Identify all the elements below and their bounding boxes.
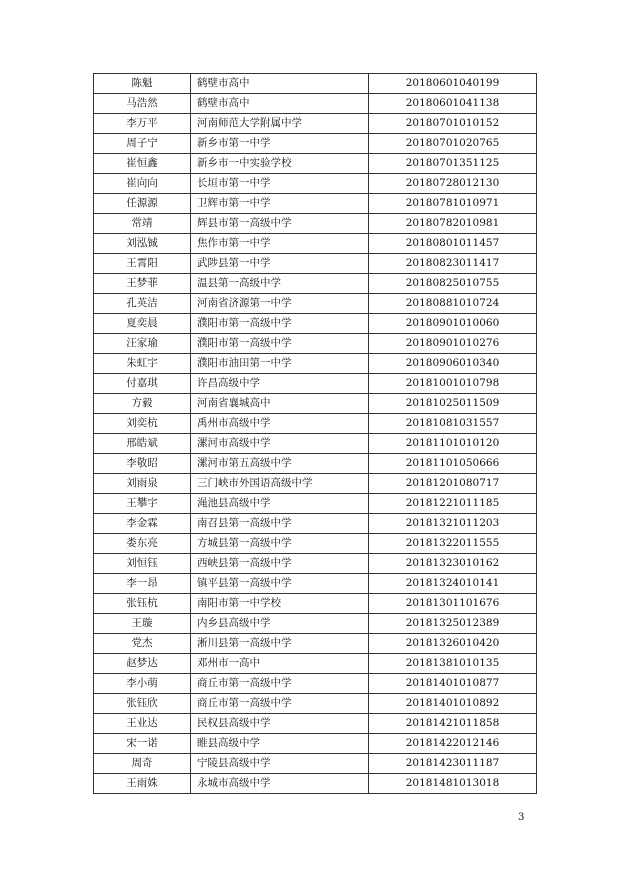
table-row — [94, 734, 537, 754]
table-row — [94, 654, 537, 674]
school-name-cell: 渑池县高级中学 — [191, 494, 369, 514]
student-name-cell: 汪家瑜 — [94, 334, 191, 354]
school-name-cell: 永城市高级中学 — [191, 774, 369, 794]
student-id-cell: 20181101010120 — [369, 434, 537, 454]
table-row — [94, 394, 537, 414]
school-name-cell: 长垣市第一中学 — [191, 174, 369, 194]
student-name-cell: 李万平 — [94, 114, 191, 134]
student-name-cell: 方毅 — [94, 394, 191, 414]
student-name-cell: 李金霖 — [94, 514, 191, 534]
student-id-cell: 20180781010971 — [369, 194, 537, 214]
student-name-cell: 张钰欣 — [94, 694, 191, 714]
student-name-cell: 刘恒钰 — [94, 554, 191, 574]
student-id-cell: 20180701010152 — [369, 114, 537, 134]
student-name-cell: 周奇 — [94, 754, 191, 774]
student-id-cell: 20181201080717 — [369, 474, 537, 494]
school-name-cell: 鹤壁市高中 — [191, 74, 369, 94]
student-id-cell: 20180825010755 — [369, 274, 537, 294]
table-row — [94, 194, 537, 214]
student-name-cell: 常靖 — [94, 214, 191, 234]
student-id-cell: 20180906010340 — [369, 354, 537, 374]
student-id-cell: 20181321011203 — [369, 514, 537, 534]
school-name-cell: 辉县市第一高级中学 — [191, 214, 369, 234]
table-row — [94, 114, 537, 134]
student-id-cell: 20180701351125 — [369, 154, 537, 174]
school-name-cell: 温县第一高级中学 — [191, 274, 369, 294]
student-id-cell: 20181421011858 — [369, 714, 537, 734]
table-row — [94, 534, 537, 554]
student-id-cell: 20181325012389 — [369, 614, 537, 634]
school-name-cell: 河南省济源第一中学 — [191, 294, 369, 314]
student-name-cell: 任源源 — [94, 194, 191, 214]
school-name-cell: 濮阳市第一高级中学 — [191, 334, 369, 354]
student-name-cell: 付嘉琪 — [94, 374, 191, 394]
school-name-cell: 邓州市一高中 — [191, 654, 369, 674]
student-id-cell: 20181401010877 — [369, 674, 537, 694]
student-name-cell: 陈魁 — [94, 74, 191, 94]
student-id-cell: 20181381010135 — [369, 654, 537, 674]
student-name-cell: 周子宁 — [94, 134, 191, 154]
student-id-cell: 20180901010276 — [369, 334, 537, 354]
school-name-cell: 淅川县第一高级中学 — [191, 634, 369, 654]
table-row — [94, 454, 537, 474]
school-name-cell: 内乡县高级中学 — [191, 614, 369, 634]
student-id-cell: 20181101050666 — [369, 454, 537, 474]
table-row — [94, 334, 537, 354]
table-row — [94, 294, 537, 314]
table-row — [94, 474, 537, 494]
school-name-cell: 漯河市第五高级中学 — [191, 454, 369, 474]
table-row — [94, 74, 537, 94]
table-row — [94, 94, 537, 114]
school-name-cell: 三门峡市外国语高级中学 — [191, 474, 369, 494]
student-id-cell: 20181025011509 — [369, 394, 537, 414]
student-name-cell: 李一昂 — [94, 574, 191, 594]
student-name-cell: 王业达 — [94, 714, 191, 734]
school-name-cell: 宁陵县高级中学 — [191, 754, 369, 774]
roster-body — [94, 74, 537, 794]
table-row — [94, 274, 537, 294]
table-row — [94, 314, 537, 334]
student-id-cell: 20180881010724 — [369, 294, 537, 314]
school-name-cell: 西峡县第一高级中学 — [191, 554, 369, 574]
student-id-cell: 20181221011185 — [369, 494, 537, 514]
student-id-cell: 20181481013018 — [369, 774, 537, 794]
school-name-cell: 漯河市高级中学 — [191, 434, 369, 454]
student-id-cell: 20181423011187 — [369, 754, 537, 774]
school-name-cell: 睢县高级中学 — [191, 734, 369, 754]
student-name-cell: 王雨姝 — [94, 774, 191, 794]
student-id-cell: 20180823011417 — [369, 254, 537, 274]
school-name-cell: 许昌高级中学 — [191, 374, 369, 394]
student-name-cell: 刘雨泉 — [94, 474, 191, 494]
student-name-cell: 邢皓斌 — [94, 434, 191, 454]
student-name-cell: 马浩然 — [94, 94, 191, 114]
student-name-cell: 崔向向 — [94, 174, 191, 194]
table-row — [94, 614, 537, 634]
student-id-cell: 20181301101676 — [369, 594, 537, 614]
table-row — [94, 234, 537, 254]
student-name-cell: 李小萌 — [94, 674, 191, 694]
table-row — [94, 634, 537, 654]
student-id-cell: 20181323010162 — [369, 554, 537, 574]
student-id-cell: 20180901010060 — [369, 314, 537, 334]
student-name-cell: 刘奕杭 — [94, 414, 191, 434]
page-number: 3 — [518, 812, 525, 823]
table-row — [94, 414, 537, 434]
school-name-cell: 南召县第一高级中学 — [191, 514, 369, 534]
table-row — [94, 354, 537, 374]
table-row — [94, 214, 537, 234]
student-name-cell: 王璇 — [94, 614, 191, 634]
table-row — [94, 674, 537, 694]
student-id-cell: 20181422012146 — [369, 734, 537, 754]
student-name-cell: 党杰 — [94, 634, 191, 654]
school-name-cell: 商丘市第一高级中学 — [191, 674, 369, 694]
table-row — [94, 714, 537, 734]
table-row — [94, 754, 537, 774]
student-id-cell: 20181326010420 — [369, 634, 537, 654]
table-row — [94, 154, 537, 174]
student-id-cell: 20180601040199 — [369, 74, 537, 94]
school-name-cell: 商丘市第一高级中学 — [191, 694, 369, 714]
table-row — [94, 594, 537, 614]
student-id-cell: 20180801011457 — [369, 234, 537, 254]
student-name-cell: 王梦菲 — [94, 274, 191, 294]
school-name-cell: 濮阳市第一高级中学 — [191, 314, 369, 334]
student-name-cell: 朱虹宇 — [94, 354, 191, 374]
school-name-cell: 镇平县第一高级中学 — [191, 574, 369, 594]
student-id-cell: 20180601041138 — [369, 94, 537, 114]
student-id-cell: 20181324010141 — [369, 574, 537, 594]
table-row — [94, 374, 537, 394]
school-name-cell: 濮阳市油田第一中学 — [191, 354, 369, 374]
table-row — [94, 554, 537, 574]
student-name-cell: 崔恒鑫 — [94, 154, 191, 174]
student-id-cell: 20181001010798 — [369, 374, 537, 394]
table-row — [94, 254, 537, 274]
school-name-cell: 方城县第一高级中学 — [191, 534, 369, 554]
table-row — [94, 434, 537, 454]
school-name-cell: 武陟县第一中学 — [191, 254, 369, 274]
table-row — [94, 574, 537, 594]
student-id-cell: 20181081031557 — [369, 414, 537, 434]
school-name-cell: 民权县高级中学 — [191, 714, 369, 734]
student-name-cell: 孔英洁 — [94, 294, 191, 314]
student-name-cell: 张钰杭 — [94, 594, 191, 614]
student-id-cell: 20181401010892 — [369, 694, 537, 714]
table-row — [94, 514, 537, 534]
school-name-cell: 卫辉市第一中学 — [191, 194, 369, 214]
student-name-cell: 王霄阳 — [94, 254, 191, 274]
school-name-cell: 新乡市第一中学 — [191, 134, 369, 154]
school-name-cell: 焦作市第一中学 — [191, 234, 369, 254]
table-row — [94, 494, 537, 514]
school-name-cell: 新乡市一中实验学校 — [191, 154, 369, 174]
school-name-cell: 鹤壁市高中 — [191, 94, 369, 114]
table-row — [94, 694, 537, 714]
table-row — [94, 774, 537, 794]
student-name-cell: 赵梦达 — [94, 654, 191, 674]
student-id-cell: 20180782010981 — [369, 214, 537, 234]
school-name-cell: 禹州市高级中学 — [191, 414, 369, 434]
student-id-cell: 20180728012130 — [369, 174, 537, 194]
student-roster-table — [93, 73, 537, 794]
student-name-cell: 李敬昭 — [94, 454, 191, 474]
student-name-cell: 宋一诺 — [94, 734, 191, 754]
student-name-cell: 王攀宇 — [94, 494, 191, 514]
student-name-cell: 刘泓铖 — [94, 234, 191, 254]
school-name-cell: 河南师范大学附属中学 — [191, 114, 369, 134]
table-row — [94, 134, 537, 154]
student-id-cell: 20181322011555 — [369, 534, 537, 554]
table-row — [94, 174, 537, 194]
student-name-cell: 娄东亮 — [94, 534, 191, 554]
student-id-cell: 20180701020765 — [369, 134, 537, 154]
school-name-cell: 南阳市第一中学校 — [191, 594, 369, 614]
school-name-cell: 河南省襄城高中 — [191, 394, 369, 414]
student-name-cell: 夏奕晨 — [94, 314, 191, 334]
